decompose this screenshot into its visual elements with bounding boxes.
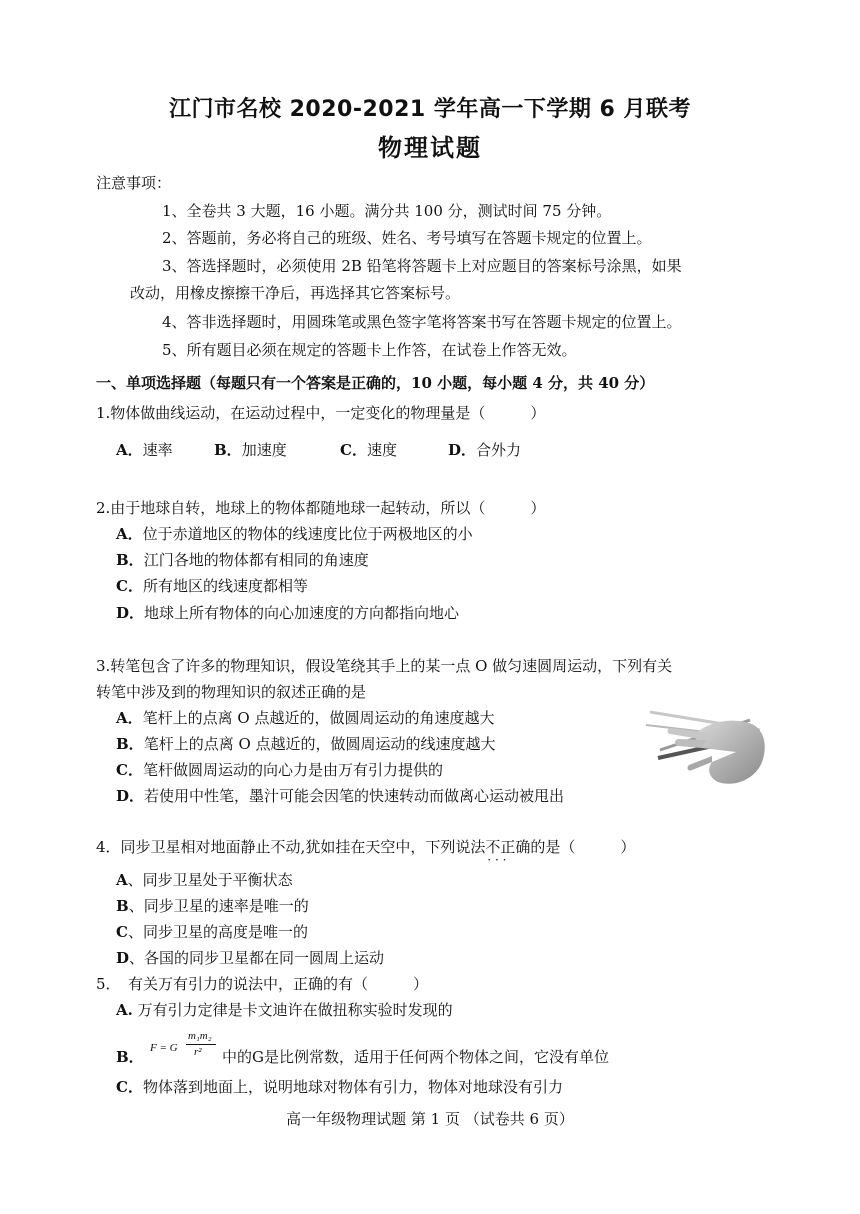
q2-option-c: C．所有地区的线速度都相等 [116, 577, 308, 595]
question-1-stem: 1.物体做曲线运动，在运动过程中，一定变化的物理量是（ ） [96, 404, 546, 422]
q1-option-b: B．加速度 [214, 441, 287, 459]
question-4-stem: 4．同步卫星相对地面静止不动,犹如挂在天空中，下列说法不正确 · · ·的是（ ） [96, 837, 635, 857]
note-item-continued: 改动，用橡皮擦擦干净后，再选择其它答案标号。 [130, 284, 461, 302]
q1-option-c: C．速度 [340, 441, 397, 459]
q1-option-a: A．速率 [116, 441, 173, 459]
q2-option-b: B．江门各地的物体都有相同的角速度 [116, 551, 369, 569]
note-item: 2、答题前，务必将自己的班级、姓名、考号填写在答题卡规定的位置上。 [162, 229, 652, 247]
notes-heading: 注意事项： [96, 174, 172, 192]
section-heading: 一、单项选择题（每题只有一个答案是正确的，10 小题，每小题 4 分，共 40 分） [96, 374, 655, 392]
fraction-bar [186, 1044, 216, 1045]
q5-option-c: C．物体落到地面上，说明地球对物体有引力，物体对地球没有引力 [116, 1078, 563, 1096]
formula-numerator: m₁m₂ [188, 1030, 212, 1042]
q5-option-a: A. 万有引力定律是卡文迪许在做扭称实验时发现的 [116, 1001, 453, 1019]
q4-option-a: A、同步卫星处于平衡状态 [116, 871, 293, 889]
question-2-stem: 2.由于地球自转，地球上的物体都随地球一起转动，所以（ ） [96, 499, 546, 517]
q1-option-d: D．合外力 [448, 441, 522, 459]
note-item: 3、答选择题时，必须使用 2B 铅笔将答题卡上对应题目的答案标号涂黑，如果 [162, 257, 682, 275]
pen-spinning-hand-image [640, 690, 770, 790]
q4-option-c: C、同步卫星的高度是唯一的 [116, 923, 308, 941]
page-footer: 高一年级物理试题 第 1 页 （试卷共 6 页） [286, 1110, 574, 1128]
note-item: 5、所有题目必须在规定的答题卡上作答，在试卷上作答无效。 [162, 341, 577, 359]
q3-option-a: A．笔杆上的点离 O 点越近的，做圆周运动的角速度越大 [116, 709, 495, 727]
emphasis-text: 不正确 · · · [485, 837, 530, 857]
question-3-stem-continued: 转笔中涉及到的物理知识的叙述正确的是 [96, 683, 367, 701]
formula-lhs: F = G [150, 1042, 178, 1054]
q2-option-a: A．位于赤道地区的物体的线速度比位于两极地区的小 [116, 525, 473, 543]
q3-option-b: B．笔杆上的点离 O 点越近的，做圆周运动的线速度越大 [116, 735, 496, 753]
q2-option-d: D．地球上所有物体的向心加速度的方向都指向地心 [116, 604, 460, 622]
q5-option-b-text: 中的G是比例常数，适用于任何两个物体之间，它没有单位 [222, 1048, 609, 1066]
question-5-stem: 5． 有关万有引力的说法中，正确的有（ ） [96, 975, 429, 993]
exam-title: 江门市名校 2020-2021 学年高一下学期 6 月联考 [168, 97, 692, 122]
question-3-stem: 3.转笔包含了许多的物理知识，假设笔绕其手上的某一点 O 做匀速圆周运动，下列有关 [96, 657, 673, 675]
note-item: 1、全卷共 3 大题，16 小题。满分共 100 分，测试时间 75 分钟。 [162, 202, 612, 220]
gravitation-formula [150, 1028, 220, 1074]
q3-option-c: C．笔杆做圆周运动的向心力是由万有引力提供的 [116, 761, 443, 779]
q5-option-b-key: B． [116, 1048, 144, 1066]
q4-option-b: B、同步卫星的速率是唯一的 [116, 897, 309, 915]
q4-option-d: D、各国的同步卫星都在同一圆周上运动 [116, 949, 385, 967]
q3-option-d: D．若使用中性笔，墨汁可能会因笔的快速转动而做离心运动被甩出 [116, 787, 565, 805]
exam-subject-title: 物理试题 [378, 134, 482, 162]
note-item: 4、答非选择题时，用圆珠笔或黑色签字笔将答案书写在答题卡规定的位置上。 [162, 313, 682, 331]
formula-denominator: r² [194, 1046, 202, 1058]
